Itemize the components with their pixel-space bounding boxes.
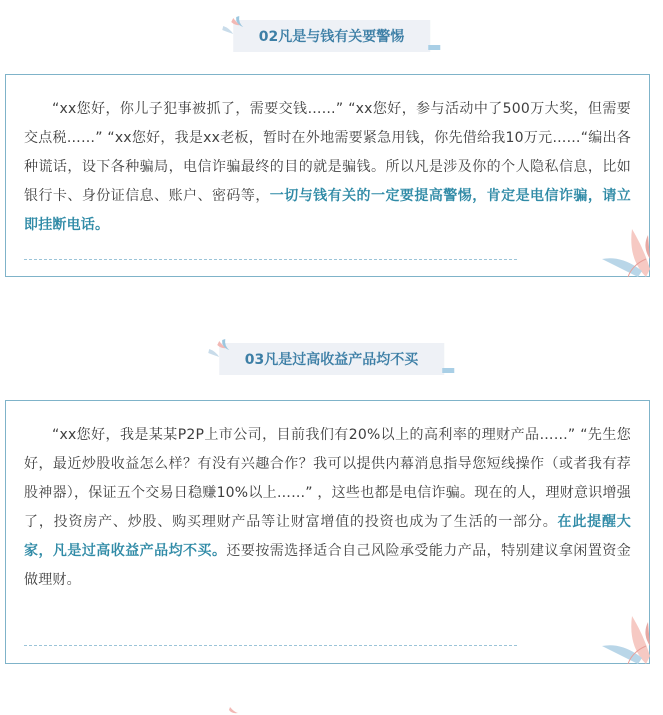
leaf-icon xyxy=(598,606,650,664)
corner-brush-icon xyxy=(219,16,245,40)
section-2-heading xyxy=(0,12,663,58)
section-3-heading xyxy=(0,335,663,381)
section-2-paragraph xyxy=(24,95,631,240)
badge-accent-bar xyxy=(442,368,454,373)
corner-brush-icon xyxy=(226,707,240,715)
dashed-divider xyxy=(24,259,517,260)
dashed-divider xyxy=(24,645,517,646)
section-2-card xyxy=(5,74,650,277)
badge-accent-bar xyxy=(428,45,440,50)
section-3-text: “xx您好，我是某某P2P上市公司，目前我们有20%以上的高利率的理财产品……” “先生您好，最近炒股收益怎么样？有没有兴趣合作？我可以提供内幕消息指导您短线操作（或者我有荐股神器），保证五个交易日稳赚10%以上……” ，这些也都是电信诈骗。现在的人，理财意识增强了，投资房产、炒股、购买理财产品等让财富增值的投资也成为了生活的一部分。 xyxy=(24,427,631,530)
section-3-card xyxy=(5,400,650,664)
leaf-icon xyxy=(598,219,650,277)
section-2-title: 02凡是与钱有关要警惕 xyxy=(258,29,405,45)
section-2-badge xyxy=(233,20,430,52)
section-2-highlight: 一切与钱有关的一定要提高警惕，肯定是电信诈骗，请立即挂断电话。 xyxy=(24,188,631,233)
corner-brush-icon xyxy=(205,339,231,363)
section-3-text-tail: 还要按需选择适合自己风险承受能力产品，特别建议拿闲置资金做理财。 xyxy=(24,543,631,588)
section-3-paragraph xyxy=(24,421,631,595)
section-3-badge xyxy=(219,343,444,375)
section-3-title: 03凡是过高收益产品均不买 xyxy=(244,352,419,368)
section-3-highlight: 在此提醒大家，凡是过高收益产品均不买。 xyxy=(24,514,631,559)
section-2-text: “xx您好，你儿子犯事被抓了，需要交钱……” “xx您好，参与活动中了500万大奖，但需要交点税……” “xx您好，我是xx老板，暂时在外地需要紧急用钱，你先借给我10万元……“编出各种谎话，设下各种骗局，电信诈骗最终的目的就是骗钱。所以凡是涉及你的个人隐私信息，比如银行卡、身份证信息、账户、密码等， xyxy=(24,101,631,204)
